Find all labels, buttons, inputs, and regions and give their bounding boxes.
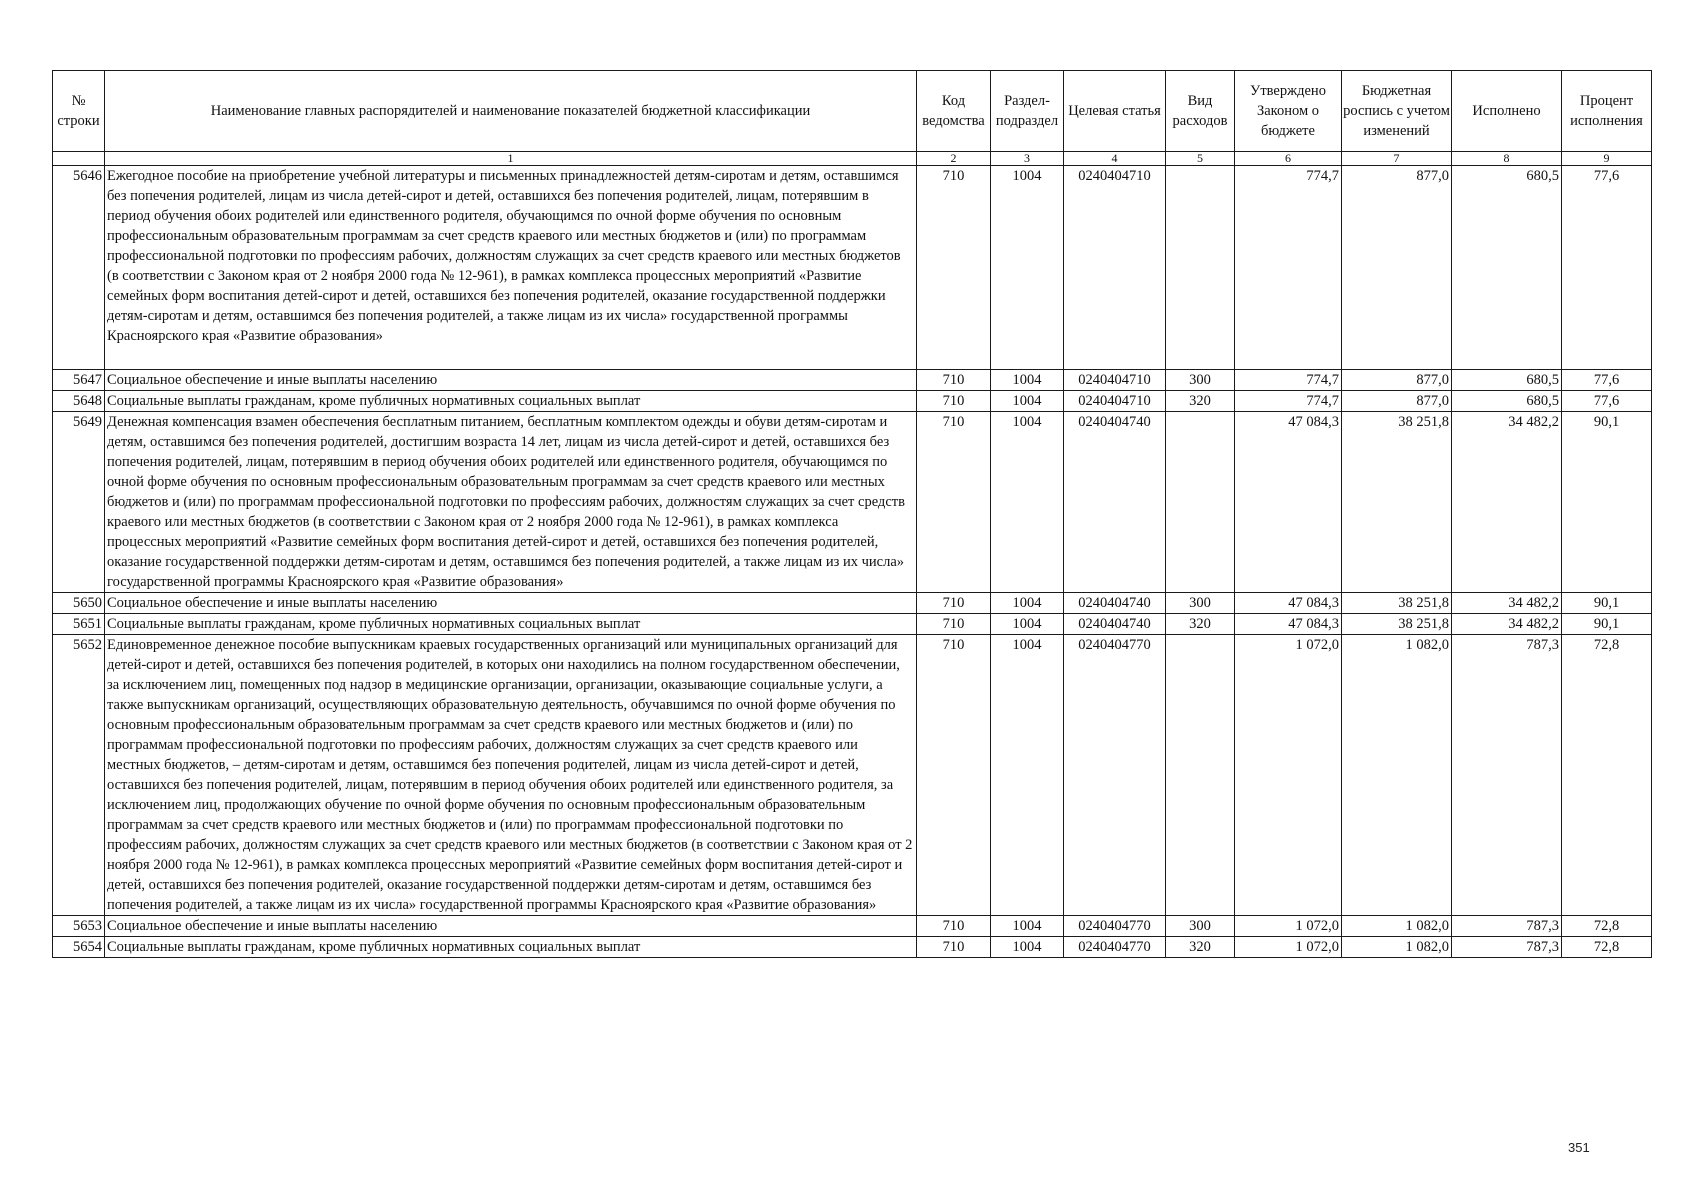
row-vedomstvo: 710 — [917, 370, 991, 391]
header-row-number: № строки — [53, 71, 105, 152]
row-utverzhdeno: 774,7 — [1235, 166, 1342, 370]
row-razdel: 1004 — [991, 916, 1064, 937]
table-row — [53, 370, 1652, 391]
row-name: Ежегодное пособие на приобретение учебной литературы и письменных принадлежностей детям-сиротам и детям, оставшимся без попечения родителей, лицам из числа детей-сирот и детей, оставшихся без попечения родителей, лицам, потерявшим в период обучения обоих родителей или единственного родителя, обучающимся по очной форме обучения по основным профессиональным образовательным программам за счет средств краевого или местных бюджетов и (или) по программам профессиональной подготовки по профессиям рабочих, должностям служащих за счет средств краевого или местных бюджетов (в соответствии с Законом края от 2 ноября 2000 года № 12-961), в рамках комплекса процессных мероприятий «Развитие семейных форм воспитания детей-сирот и детей, оставшихся без попечения родителей, оказание государственной поддержки детям-сиротам и детям, оставшимся без попечения родителей, а также лицам из их числа» государственной программы Красноярского края «Развитие образования» — [105, 166, 917, 370]
row-vedomstvo: 710 — [917, 166, 991, 370]
row-name: Денежная компенсация взамен обеспечения бесплатным питанием, бесплатным комплектом одежды и обуви детям-сиротам и детям, оставшимся без попечения родителей, достигшим возраста 14 лет, лицам из числа детей-сирот и детей, оставшихся без попечения родителей, лицам, потерявшим в период обучения обоих родителей или единственного родителя, обучающимся по очной форме обучения по основным профессиональным образовательным программам за счет средств краевого или местных бюджетов и (или) по программам профессиональной подготовки по профессиям рабочих, должностям служащих за счет средств краевого или местных бюджетов (в соответствии с Законом края от 2 ноября 2000 года № 12-961), в рамках комплекса процессных мероприятий «Развитие семейных форм воспитания детей-сирот и детей, оставшихся без попечения родителей, оказание государственной поддержки детям-сиротам и детям, оставшимся без попечения родителей, а также лицам из их числа» государственной программы Красноярского края «Развитие образования» — [105, 412, 917, 593]
row-number: 5654 — [53, 937, 105, 958]
column-number — [53, 152, 105, 166]
row-utverzhdeno: 47 084,3 — [1235, 412, 1342, 593]
row-name: Социальное обеспечение и иные выплаты населению — [105, 370, 917, 391]
row-number: 5651 — [53, 614, 105, 635]
table-row — [53, 593, 1652, 614]
row-name: Социальное обеспечение и иные выплаты населению — [105, 916, 917, 937]
row-statya: 0240404770 — [1064, 937, 1166, 958]
header-vid: Вид расходов — [1166, 71, 1235, 152]
row-procent: 90,1 — [1562, 614, 1652, 635]
column-number: 6 — [1235, 152, 1342, 166]
row-procent: 72,8 — [1562, 937, 1652, 958]
column-number: 5 — [1166, 152, 1235, 166]
row-number: 5649 — [53, 412, 105, 593]
row-vid — [1166, 635, 1235, 916]
row-razdel: 1004 — [991, 166, 1064, 370]
header-vedomstvo: Код ведомства — [917, 71, 991, 152]
table-row — [53, 614, 1652, 635]
header-procent: Процент исполнения — [1562, 71, 1652, 152]
page-number: 351 — [1568, 1140, 1590, 1155]
row-name: Единовременное денежное пособие выпускникам краевых государственных организаций или муниципальных организаций для детей-сирот и детей, оставшихся без попечения родителей, в которых они находились на полном государственном обеспечении, за исключением лиц, помещенных под надзор в медицинские организации, организации, оказывающие социальные услуги, а также выпускникам организаций, осуществляющих образовательную деятельность, обучавшимся по очной форме обучения по основным профессиональным образовательным программам за счет средств краевого или местных бюджетов и (или) по программам профессиональной подготовки по профессиям рабочих, должностям служащих за счет средств краевого или местных бюджетов, – детям-сиротам и детям, оставшимся без попечения родителей, лицам из числа детей-сирот и детей, оставшихся без попечения родителей, лицам, потерявшим в период обучения обоих родителей или единственного родителя, за исключением лиц, продолжающих обучение по очной форме обучения по основным профессиональным образовательным программам за счет средств краевого или местных бюджетов и (или) по программам профессиональной подготовки по профессиям рабочих, должностям служащих за счет средств краевого или местных бюджетов (в соответствии с Законом края от 2 ноября 2000 года № 12-961), в рамках комплекса процессных мероприятий «Развитие семейных форм воспитания детей-сирот и детей, оставшихся без попечения родителей, оказание государственной поддержки детям-сиротам и детям, оставшимся без попечения родителей, а также лицам из их числа» государственной программы Красноярского края «Развитие образования» — [105, 635, 917, 916]
row-rospis: 877,0 — [1342, 370, 1452, 391]
header-ispolneno: Исполнено — [1452, 71, 1562, 152]
row-statya: 0240404740 — [1064, 614, 1166, 635]
row-number: 5652 — [53, 635, 105, 916]
row-ispolneno: 680,5 — [1452, 166, 1562, 370]
column-number: 8 — [1452, 152, 1562, 166]
header-utverzhdeno: Утверждено Законом о бюджете — [1235, 71, 1342, 152]
row-name: Социальные выплаты гражданам, кроме публичных нормативных социальных выплат — [105, 614, 917, 635]
row-name: Социальное обеспечение и иные выплаты населению — [105, 593, 917, 614]
header-rospis: Бюджетная роспись с учетом изменений — [1342, 71, 1452, 152]
row-razdel: 1004 — [991, 412, 1064, 593]
row-procent: 72,8 — [1562, 916, 1652, 937]
row-razdel: 1004 — [991, 937, 1064, 958]
row-ispolneno: 34 482,2 — [1452, 614, 1562, 635]
row-utverzhdeno: 1 072,0 — [1235, 635, 1342, 916]
row-razdel: 1004 — [991, 635, 1064, 916]
row-procent: 72,8 — [1562, 635, 1652, 916]
budget-table — [52, 70, 1652, 958]
header-name: Наименование главных распорядителей и наименование показателей бюджетной классификации — [105, 71, 917, 152]
row-ispolneno: 787,3 — [1452, 635, 1562, 916]
row-utverzhdeno: 47 084,3 — [1235, 593, 1342, 614]
table-body — [53, 166, 1652, 958]
row-statya: 0240404710 — [1064, 391, 1166, 412]
table-row — [53, 391, 1652, 412]
row-vid: 300 — [1166, 916, 1235, 937]
table-header — [53, 71, 1652, 166]
row-procent: 90,1 — [1562, 593, 1652, 614]
row-statya: 0240404770 — [1064, 635, 1166, 916]
row-razdel: 1004 — [991, 370, 1064, 391]
row-ispolneno: 787,3 — [1452, 937, 1562, 958]
row-procent: 77,6 — [1562, 166, 1652, 370]
row-vedomstvo: 710 — [917, 391, 991, 412]
row-name: Социальные выплаты гражданам, кроме публичных нормативных социальных выплат — [105, 391, 917, 412]
row-vedomstvo: 710 — [917, 593, 991, 614]
row-ispolneno: 680,5 — [1452, 370, 1562, 391]
row-vid: 300 — [1166, 370, 1235, 391]
row-rospis: 38 251,8 — [1342, 593, 1452, 614]
row-vid — [1166, 166, 1235, 370]
table-row — [53, 412, 1652, 593]
row-vid: 300 — [1166, 593, 1235, 614]
table-row — [53, 916, 1652, 937]
table-row — [53, 166, 1652, 370]
row-ispolneno: 34 482,2 — [1452, 412, 1562, 593]
row-rospis: 877,0 — [1342, 166, 1452, 370]
row-vid — [1166, 412, 1235, 593]
row-rospis: 877,0 — [1342, 391, 1452, 412]
row-razdel: 1004 — [991, 614, 1064, 635]
column-number: 7 — [1342, 152, 1452, 166]
row-vid: 320 — [1166, 937, 1235, 958]
row-procent: 77,6 — [1562, 391, 1652, 412]
row-number: 5653 — [53, 916, 105, 937]
row-statya: 0240404710 — [1064, 166, 1166, 370]
header-row — [53, 71, 1652, 152]
row-rospis: 38 251,8 — [1342, 412, 1452, 593]
row-number: 5647 — [53, 370, 105, 391]
column-number: 1 — [105, 152, 917, 166]
row-number: 5648 — [53, 391, 105, 412]
row-statya: 0240404770 — [1064, 916, 1166, 937]
row-razdel: 1004 — [991, 593, 1064, 614]
row-vedomstvo: 710 — [917, 635, 991, 916]
row-ispolneno: 680,5 — [1452, 391, 1562, 412]
table-row — [53, 937, 1652, 958]
row-procent: 90,1 — [1562, 412, 1652, 593]
row-utverzhdeno: 1 072,0 — [1235, 916, 1342, 937]
column-number-row — [53, 152, 1652, 166]
row-statya: 0240404740 — [1064, 412, 1166, 593]
header-statya: Целевая статья — [1064, 71, 1166, 152]
row-rospis: 1 082,0 — [1342, 635, 1452, 916]
row-utverzhdeno: 47 084,3 — [1235, 614, 1342, 635]
row-ispolneno: 787,3 — [1452, 916, 1562, 937]
row-rospis: 1 082,0 — [1342, 916, 1452, 937]
row-number: 5650 — [53, 593, 105, 614]
column-number: 3 — [991, 152, 1064, 166]
row-utverzhdeno: 1 072,0 — [1235, 937, 1342, 958]
row-utverzhdeno: 774,7 — [1235, 370, 1342, 391]
row-vid: 320 — [1166, 391, 1235, 412]
row-procent: 77,6 — [1562, 370, 1652, 391]
row-statya: 0240404710 — [1064, 370, 1166, 391]
header-razdel: Раздел-подраздел — [991, 71, 1064, 152]
column-number: 2 — [917, 152, 991, 166]
table-row — [53, 635, 1652, 916]
row-utverzhdeno: 774,7 — [1235, 391, 1342, 412]
row-razdel: 1004 — [991, 391, 1064, 412]
row-vedomstvo: 710 — [917, 614, 991, 635]
row-rospis: 1 082,0 — [1342, 937, 1452, 958]
row-statya: 0240404740 — [1064, 593, 1166, 614]
row-number: 5646 — [53, 166, 105, 370]
row-ispolneno: 34 482,2 — [1452, 593, 1562, 614]
column-number: 9 — [1562, 152, 1652, 166]
row-vedomstvo: 710 — [917, 937, 991, 958]
column-number: 4 — [1064, 152, 1166, 166]
row-name: Социальные выплаты гражданам, кроме публичных нормативных социальных выплат — [105, 937, 917, 958]
row-vid: 320 — [1166, 614, 1235, 635]
row-rospis: 38 251,8 — [1342, 614, 1452, 635]
row-vedomstvo: 710 — [917, 916, 991, 937]
row-vedomstvo: 710 — [917, 412, 991, 593]
